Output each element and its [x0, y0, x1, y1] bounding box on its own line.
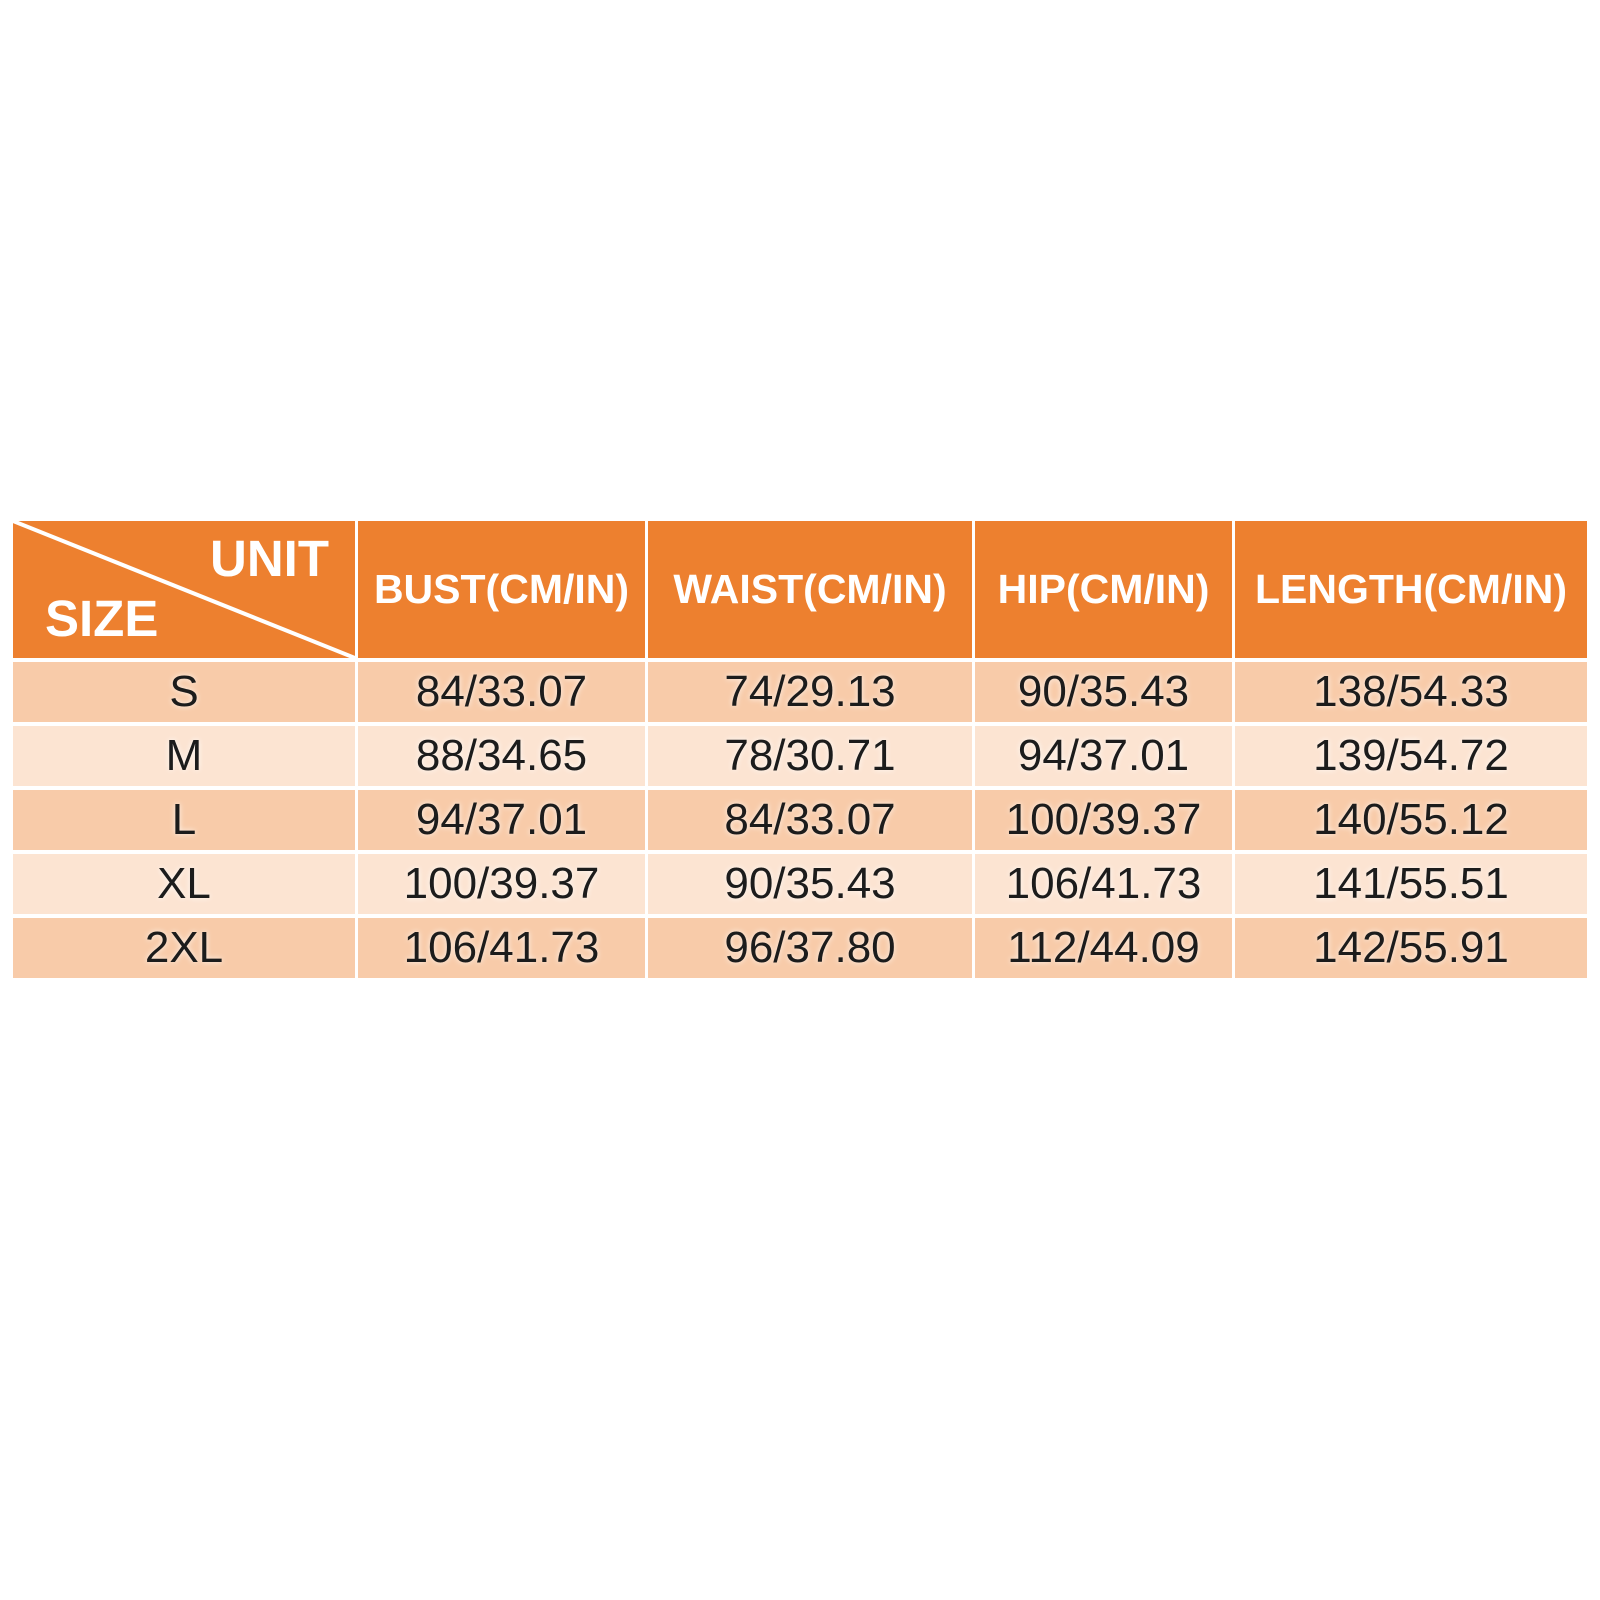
hip-cell: 90/35.43 [972, 662, 1232, 722]
table-row-s [13, 658, 1587, 722]
bust-cell: 106/41.73 [355, 918, 645, 978]
column-header-hip: HIP(CM/IN) [972, 521, 1232, 658]
size-cell: XL [157, 859, 211, 908]
corner-cell [13, 521, 355, 658]
length-cell: 139/54.72 [1232, 726, 1587, 786]
size-cell: L [171, 795, 197, 844]
length-cell: 140/55.12 [1232, 790, 1587, 850]
length-cell: 141/55.51 [1232, 854, 1587, 914]
length-cell: 142/55.91 [1232, 918, 1587, 978]
hip-cell: 100/39.37 [972, 790, 1232, 850]
waist-cell: 90/35.43 [645, 854, 972, 914]
size-cell: S [169, 667, 199, 716]
waist-cell: 74/29.13 [645, 662, 972, 722]
corner-size-label: SIZE [45, 590, 159, 647]
hip-cell: 112/44.09 [972, 918, 1232, 978]
waist-cell: 84/33.07 [645, 790, 972, 850]
hip-cell: 106/41.73 [972, 854, 1232, 914]
table-row-2xl [13, 914, 1587, 978]
waist-cell: 78/30.71 [645, 726, 972, 786]
column-header-length: LENGTH(CM/IN) [1232, 521, 1587, 658]
bust-cell: 100/39.37 [355, 854, 645, 914]
table-row-m [13, 722, 1587, 786]
bust-cell: 94/37.01 [355, 790, 645, 850]
size-cell: 2XL [144, 923, 224, 972]
bust-cell: 84/33.07 [355, 662, 645, 722]
column-header-bust: BUST(CM/IN) [355, 521, 645, 658]
size-cell: M [165, 731, 203, 780]
column-header-waist: WAIST(CM/IN) [645, 521, 972, 658]
waist-cell: 96/37.80 [645, 918, 972, 978]
corner-unit-label: UNIT [210, 530, 329, 587]
table-header-row [13, 521, 1587, 658]
bust-cell: 88/34.65 [355, 726, 645, 786]
size-chart-table [13, 521, 1587, 978]
table-row-xl [13, 850, 1587, 914]
table-row-l [13, 786, 1587, 850]
length-cell: 138/54.33 [1232, 662, 1587, 722]
hip-cell: 94/37.01 [972, 726, 1232, 786]
